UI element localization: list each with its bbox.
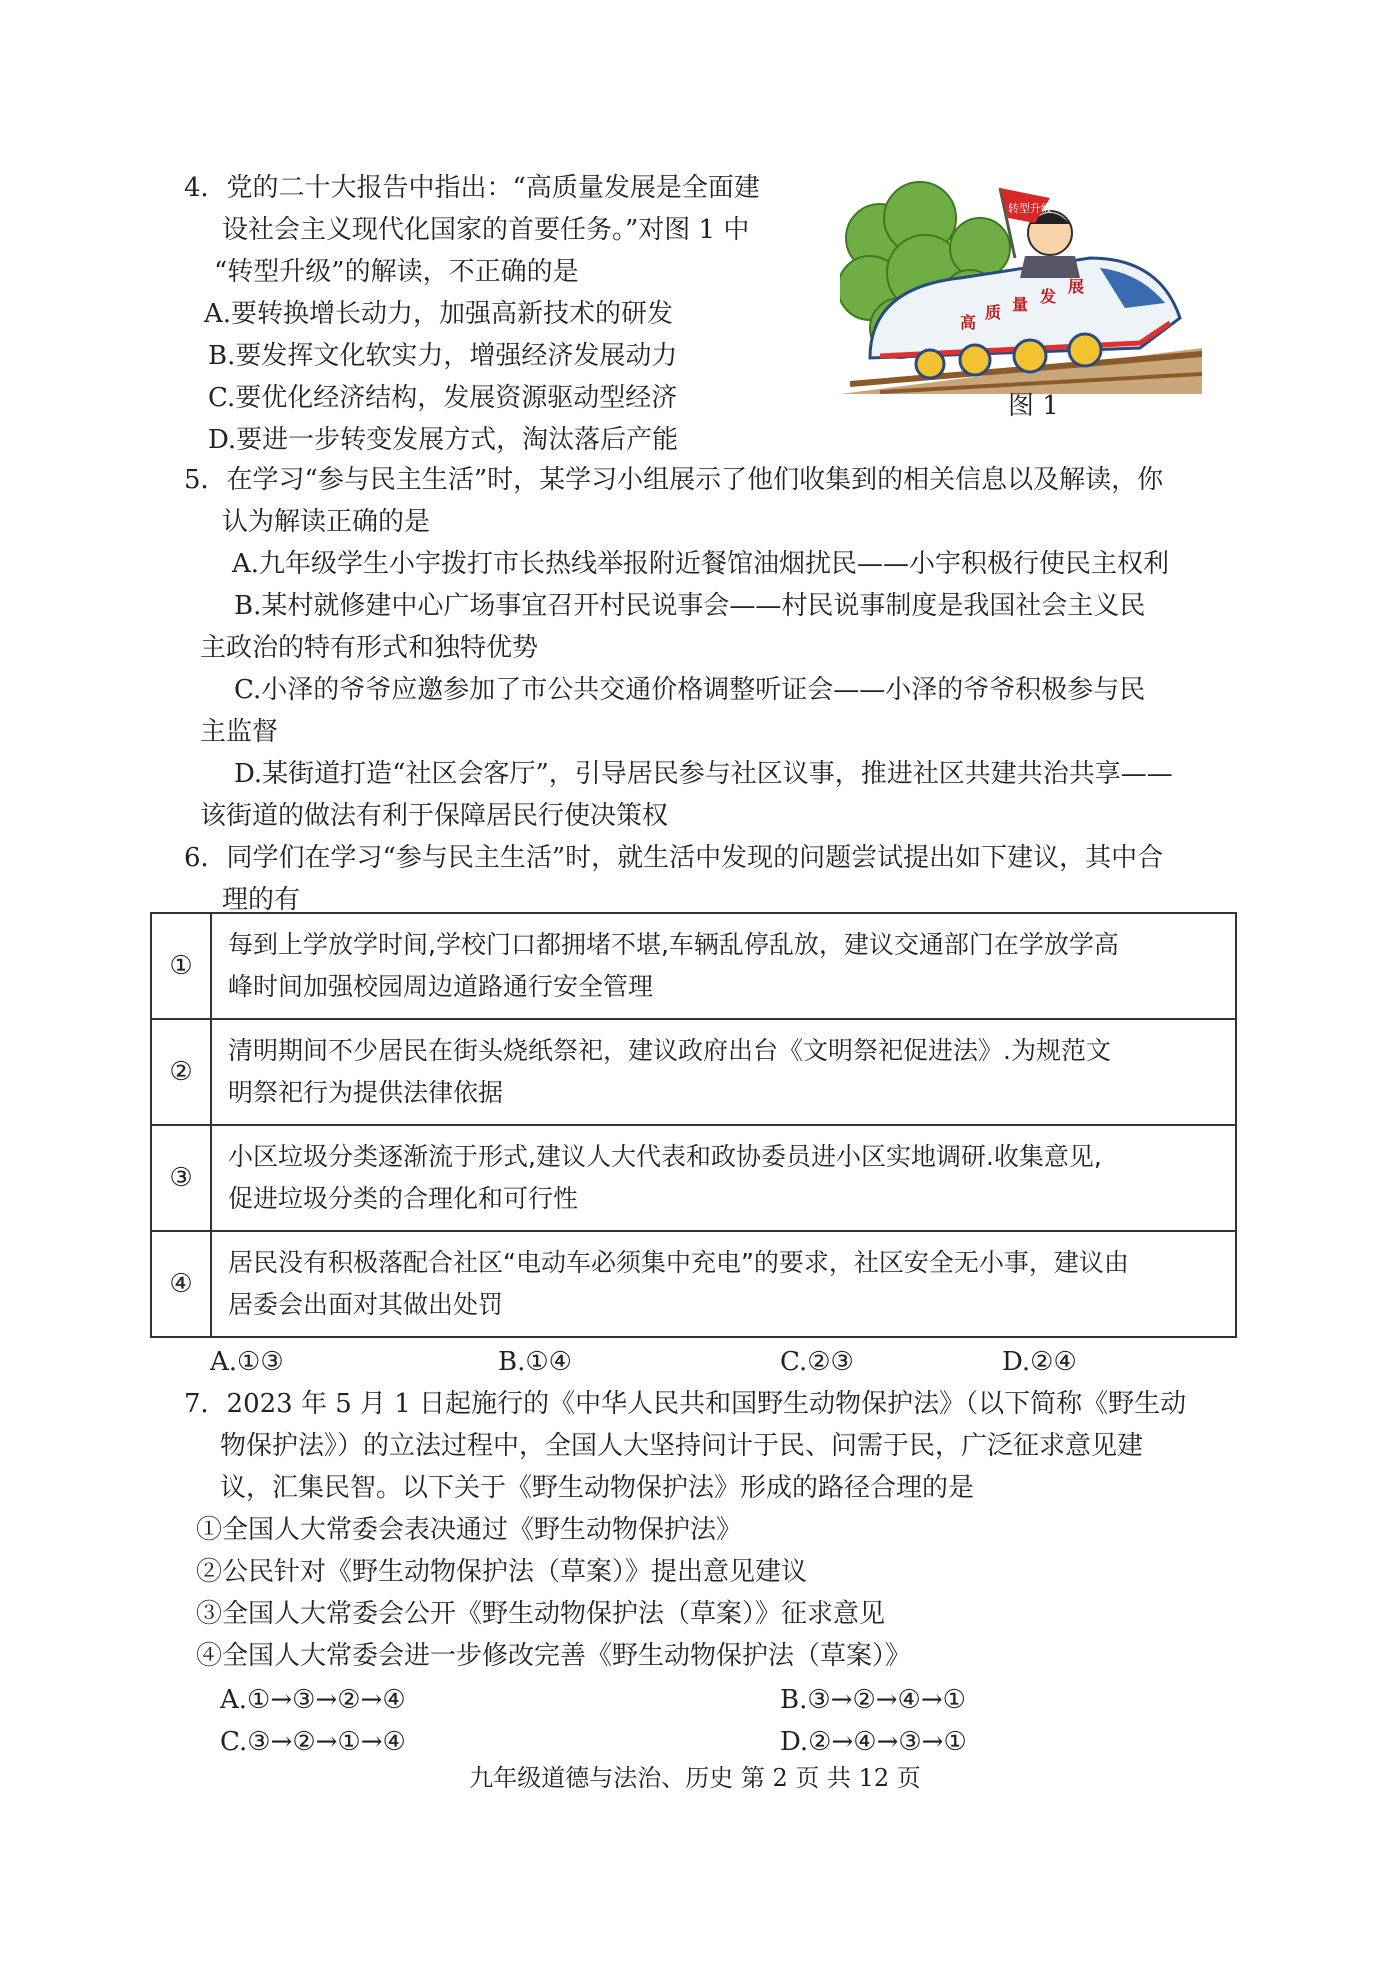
train-cartoon-illustration: [840, 178, 1202, 394]
flag-text: 转型升级: [1008, 202, 1052, 215]
q4-option-d: D.要进一步转变发展方式，淘汰落后产能: [208, 425, 679, 455]
q4-stem-line-2: 设社会主义现代化国家的首要任务。”对图 1 中: [222, 215, 750, 245]
q5-option-c-line-1: C.小泽的爷爷应邀参加了市公共交通价格调整听证会——小泽的爷爷积极参与民: [234, 675, 1146, 705]
q5-stem-line-2: 认为解读正确的是: [222, 507, 431, 537]
q7-stem-line-2: 物保护法》）的立法过程中，全国人大坚持问计于民、问需于民，广泛征求意见建: [220, 1431, 1144, 1461]
row-content: [211, 1125, 1236, 1231]
q4-option-c: C.要优化经济结构，发展资源驱动型经济: [208, 383, 678, 413]
q5-option-b-line-1: B.某村就修建中心广场事宜召开村民说事会——村民说事制度是我国社会主义民: [234, 591, 1146, 621]
row-content: [211, 1019, 1236, 1125]
q7-option-a: A.①→③→②→④: [220, 1685, 406, 1715]
row-content: [211, 1231, 1236, 1337]
q6-stem-line-2: 理的有: [222, 885, 301, 915]
train-char-5: 展: [1068, 277, 1085, 296]
figure-1-cartoon: [840, 178, 1202, 394]
q7-item-2: ②公民针对《野生动物保护法（草案）》提出意见建议: [196, 1557, 808, 1587]
q4-stem-line-3: “转型升级”的解读，不正确的是: [214, 257, 579, 287]
train-char-2: 质: [985, 303, 1002, 322]
row-number: ③: [151, 1125, 211, 1231]
q6-option-d: D.②④: [1002, 1347, 1077, 1377]
train-char-1: 高: [960, 313, 977, 332]
q7-item-1: ①全国人大常委会表决通过《野生动物保护法》: [196, 1515, 743, 1545]
q5-option-c-line-2: 主监督: [200, 717, 279, 747]
q5-option-a: A.九年级学生小宇拨打市长热线举报附近餐馆油烟扰民——小宇积极行使民主权利: [232, 549, 1170, 579]
row-number: ②: [151, 1019, 211, 1125]
row-text-line-2: 促进垃圾分类的合理化和可行性: [228, 1184, 579, 1213]
table-row: [151, 1019, 1236, 1125]
table-row: [151, 1125, 1236, 1231]
q7-item-4: ④全国人大常委会进一步修改完善《野生动物保护法（草案）》: [196, 1641, 912, 1671]
page-footer: 九年级道德与法治、历史 第 2 页 共 12 页: [469, 1764, 921, 1792]
q4-option-a: A.要转换增长动力，加强高新技术的研发: [204, 299, 674, 329]
q7-stem-line-3: 议，汇集民智。以下关于《野生动物保护法》形成的路径合理的是: [220, 1473, 975, 1503]
q5-option-d-line-2: 该街道的做法有利于保障居民行使决策权: [200, 801, 669, 831]
row-content: [211, 913, 1236, 1019]
train-char-3: 量: [1012, 295, 1029, 314]
row-text-line-2: 明祭祀行为提供法律依据: [228, 1078, 504, 1107]
q7-option-d: D.②→④→③→①: [780, 1727, 967, 1757]
q7-option-b: B.③→②→④→①: [780, 1685, 966, 1715]
q6-option-b: B.①④: [498, 1347, 572, 1377]
q5-stem-line-1: 5．在学习“参与民主生活”时，某学习小组展示了他们收集到的相关信息以及解读，你: [184, 465, 1164, 495]
q7-stem-line-1: 7．2023 年 5 月 1 日起施行的《中华人民共和国野生动物保护法》（以下简称《野生动: [184, 1389, 1187, 1419]
q6-option-a: A.①③: [210, 1347, 284, 1377]
figure-1-caption: 图 1: [1008, 391, 1059, 421]
q4-stem-line-1: 4．党的二十大报告中指出：“高质量发展是全面建: [184, 173, 760, 203]
q5-option-b-line-2: 主政治的特有形式和独特优势: [200, 633, 539, 663]
q6-option-c: C.②③: [780, 1347, 854, 1377]
q6-suggestion-table: [150, 912, 1237, 1338]
row-text-line-1: 每到上学放学时间,学校门口都拥堵不堪,车辆乱停乱放，建议交通部门在学放学高: [228, 930, 1119, 959]
q6-stem-line-1: 6．同学们在学习“参与民主生活”时，就生活中发现的问题尝试提出如下建议，其中合: [184, 843, 1164, 873]
q7-option-c: C.③→②→①→④: [220, 1727, 406, 1757]
row-text-line-1: 小区垃圾分类逐渐流于形式,建议人大代表和政协委员进小区实地调研.收集意见,: [228, 1142, 1102, 1171]
train-char-4: 发: [1040, 287, 1057, 306]
row-text-line-1: 清明期间不少居民在街头烧纸祭祀，建议政府出台《文明祭祀促进法》.为规范文: [228, 1036, 1111, 1065]
q7-item-3: ③全国人大常委会公开《野生动物保护法（草案）》征求意见: [196, 1599, 886, 1629]
row-number: ①: [151, 913, 211, 1019]
row-text-line-2: 峰时间加强校园周边道路通行安全管理: [228, 972, 654, 1001]
table-row: [151, 1231, 1236, 1337]
row-number: ④: [151, 1231, 211, 1337]
q4-option-b: B.要发挥文化软实力，增强经济发展动力: [208, 341, 678, 371]
row-text-line-2: 居委会出面对其做出处罚: [228, 1290, 504, 1319]
row-text-line-1: 居民没有积极落配合社区“电动车必须集中充电”的要求，社区安全无小事，建议由: [228, 1248, 1129, 1277]
table-row: [151, 913, 1236, 1019]
q5-option-d-line-1: D.某街道打造“社区会客厅”，引导居民参与社区议事，推进社区共建共治共享——: [234, 759, 1173, 789]
